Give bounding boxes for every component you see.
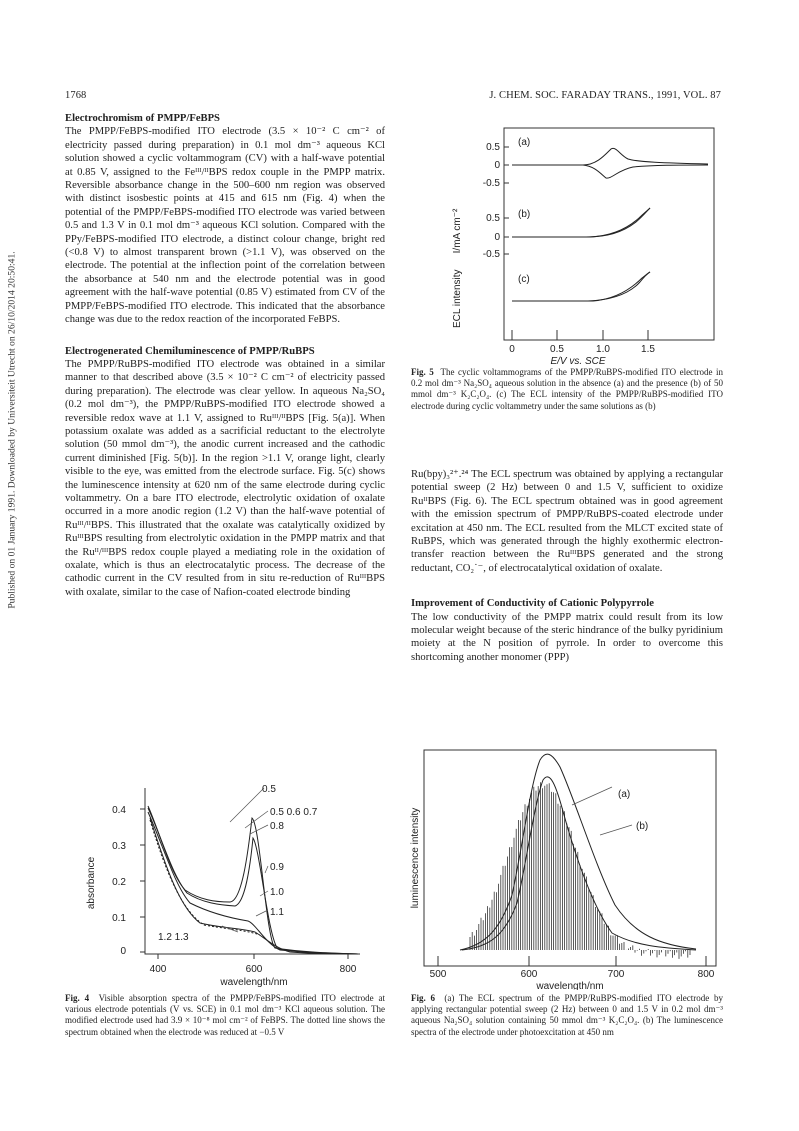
fig4-curve-label: 0.8 bbox=[270, 821, 284, 832]
fig4-caption-text: Visible absorption spectra of the PMPP/FeBPS-modified ITO electrode at various electrode potentials (V vs. SCE) in 0.1 mol dm⁻³ KCl aqueous solution. The modified electrode used had 3.9 × 10⁻⁸ mol cm⁻² of FeBPS. The dotted line shows the spectrum obtained when the electrode was reduced at −0.5 V bbox=[65, 993, 385, 1037]
left-column bbox=[65, 112, 385, 599]
fig4-curve-label: 0.9 bbox=[270, 862, 284, 873]
fig6-xtick: 500 bbox=[429, 969, 447, 980]
fig4-xtick: 800 bbox=[339, 964, 357, 975]
figure-4-absorption-spectra bbox=[70, 778, 390, 988]
fig5-ytick: 0 bbox=[494, 160, 500, 171]
fig4-curve-label: 1.2 1.3 bbox=[158, 932, 189, 943]
fig4-ylabel: absorbance bbox=[86, 856, 97, 910]
section-heading-conductivity: Improvement of Conductivity of Cationic Polypyrrole bbox=[411, 598, 654, 610]
fig4-axes bbox=[145, 788, 360, 954]
fig5-xtick: 0 bbox=[509, 344, 515, 355]
section-heading-ecl: Electrogenerated Chemiluminescence of PMPP/RuBPS bbox=[65, 345, 315, 357]
fig5-ytick: -0.5 bbox=[482, 178, 500, 189]
fig5-xtick: 1.5 bbox=[641, 344, 655, 355]
figure-5-cyclic-voltammograms bbox=[408, 106, 728, 366]
figure-5-caption bbox=[411, 367, 723, 412]
right-column-paragraph: Ru(bpy)₃²⁺.²⁴ The ECL spectrum was obtained by applying a rectangular potential sweep (2 Hz) between 0 and 1.5 V, sufficient to oxidize RuᴵᴵBPS (Fig. 6). The ECL spectrum obtained was in good agreement with the emission spectrum of PMPP/RuBPS-coated electrode under excitation at 450 nm. The ECL resulted from the MLCT excited state of RuBPS, which was generated through the highly exothermic electron-transfer reaction between the RuᴵᴵᴵBPS generated and the strong reductant, CO₂˙⁻, of electrocatalytical oxidation of oxalate. bbox=[411, 469, 723, 574]
fig6-xtick: 600 bbox=[520, 969, 538, 980]
fig6-xlabel: wavelength/nm bbox=[536, 981, 604, 990]
section-body-electrochromism: The PMPP/FeBPS-modified ITO electrode (3.5 × 10⁻² C cm⁻² of electricity passed during preparation) in 0.1 mol dm⁻³ aqueous KCl solution showed a cyclic voltammogram (CV) with a half-wave potential at 0.85 V, assigned to the Feᴵᴵᴵ/ᴵᴵBPS redox couple in the PMPP matrix. Reversible absorbance change in the 500–600 nm region was observed with distinct isosbestic points at 415 and 615 nm (Fig. 4) when the potential of the PMPP/FeBPS-modified ITO electrode was varied between 0.5 and 1.3 V in 0.1 mol dm⁻³ aqueous KCl solution. Compared with the PPy/FeBPS-modified ITO electrode, a distinct colour change, bright red (<0.8 V) to almost transparent brown (>1.1 V), was observed on the electrode. The potential at the inflection point of the correlation between the absorbance at 540 nm and the electrode potential was in good agreement with the half-wave potential (0.85 V) estimated from CV of the PMPP/FeBPS-modified ITO electrode. This indicated that the absorbance change was due to the redox reaction of the incorporated FeBPS. bbox=[65, 126, 385, 326]
fig6-curve-label-b: (b) bbox=[636, 821, 649, 832]
journal-header: J. CHEM. SOC. FARADAY TRANS., 1991, VOL. 87 bbox=[489, 90, 721, 101]
right-column bbox=[411, 468, 723, 664]
section-body-conductivity: The low conductivity of the PMPP matrix could result from its low molecular weight because of the steric hindrance of the bulky pyridinium moiety at the N position of pyrrole. In order to overcome this shortcoming another monomer (PPP) bbox=[411, 611, 723, 663]
figure-6-caption bbox=[411, 993, 723, 1038]
fig5-cv-curve-a-forward bbox=[512, 148, 708, 165]
fig4-curve-label: 1.0 bbox=[270, 887, 284, 898]
fig6-frame bbox=[424, 750, 716, 966]
section-body-ecl: The PMPP/RuBPS-modified ITO electrode was obtained in a similar manner to that described above (3.5 × 10⁻² C cm⁻² of electricity passed during preparation). The electrode was clear yellow. In aqueous Na₂SO₄ (0.2 mol dm⁻³), the PMPP/RuBPS-modified ITO electrode showed a reversible redox wave at 1.1 V, assigned to Ruᴵᴵᴵ/ᴵᴵBPS [Fig. 5(a)]. When potassium oxalate was added as a sacrificial reductant to the electrolyte solution (50 mmol dm⁻³), the anodic current increased and the cathodic current diminished [Fig. 5(b)]. In the region >1.1 V, orange light, clearly visible to the eye, was emitted from the electrode surface. Fig. 5(c) shows the luminescence intensity at 620 nm of the same electrode during cyclic voltammetry. On a bare ITO electrode, electrolytic oxidation of oxalate occurred in a more anodic region (1.2 V) than the half-wave potential of Ruᴵᴵᴵ/ᴵᴵBPS. This illustrated that the oxalate was catalytically oxidized by RuᴵᴵᴵBPS resulting from electrolytic oxidation in the PMPP matrix and that the Ruᴵᴵ/ᴵᴵᴵBPS redox couple played a mediating role in the oxidation of oxalate, which is thus an electrocatalytic process. The decrease of the cathodic current in the CV resulted from in situ re-reduction of RuᴵᴵᴵBPS with oxalate, similar to the case of Nafion-coated electrode binding bbox=[65, 358, 385, 598]
fig5-cv-curve-b-forward bbox=[512, 208, 650, 237]
fig4-curve-label: 1.1 bbox=[270, 907, 284, 918]
fig5-ecl-curve-c-forward bbox=[512, 272, 650, 301]
fig6-curve-b bbox=[462, 777, 696, 950]
fig5-xlabel: E/V vs. SCE bbox=[550, 356, 606, 366]
fig4-curve-label: 0.5 bbox=[262, 784, 276, 795]
fig6-curve-label-a: (a) bbox=[618, 789, 631, 800]
fig4-ytick: 0.1 bbox=[112, 913, 126, 924]
fig5-caption-label: Fig. 5 bbox=[411, 367, 434, 377]
fig5-xtick: 0.5 bbox=[550, 344, 564, 355]
fig6-ecl-spikes bbox=[470, 782, 690, 959]
fig4-ytick: 0.4 bbox=[112, 805, 126, 816]
fig6-ylabel: luminescence intensity bbox=[410, 807, 421, 909]
fig6-xtick: 700 bbox=[607, 969, 625, 980]
fig5-cv-curve-b-reverse bbox=[512, 208, 650, 237]
fig5-caption-text: The cyclic voltammograms of the PMPP/RuBPS-modified ITO electrode in 0.2 mol dm⁻³ Na₂SO₄ aqueous solution in the absence (a) and the presence (b) of 50 mmol dm⁻³ K₂C₂O₄. (c) The ECL intensity of the PMPP/RuBPS-modified ITO electrode during cyclic voltammetry under the same solutions as (b) bbox=[411, 367, 724, 411]
fig6-caption-label: Fig. 6 bbox=[411, 993, 435, 1003]
page-number: 1768 bbox=[65, 90, 87, 101]
fig5-ylabel-ecl: ECL intensity bbox=[452, 269, 463, 328]
fig4-caption-label: Fig. 4 bbox=[65, 993, 90, 1003]
fig4-ytick: 0 bbox=[120, 946, 126, 957]
fig4-spectrum-reduced-dotted bbox=[150, 820, 260, 935]
fig5-panel-label-a: (a) bbox=[518, 137, 531, 148]
fig4-ytick: 0.2 bbox=[112, 877, 126, 888]
fig4-ytick: 0.3 bbox=[112, 841, 126, 852]
fig4-curve-label: 0.5 0.6 0.7 bbox=[270, 807, 318, 818]
fig5-ytick: 0 bbox=[494, 232, 500, 243]
fig5-cv-curve-a-reverse bbox=[512, 165, 708, 178]
fig5-xtick: 1.0 bbox=[596, 344, 610, 355]
section-heading-electrochromism: Electrochromism of PMPP/FeBPS bbox=[65, 113, 220, 124]
fig6-caption-text: (a) The ECL spectrum of the PMPP/RuBPS-modified ITO electrode by applying rectangular potential sweep (2 Hz) between 0 and 1.5 V in 0.2 mol dm⁻³ aqueous Na₂SO₄ solution containing 50 mmol dm⁻³ K₂C₂O₄. (b) The luminescence spectra of the electrode under photoexcitation at 450 nm bbox=[411, 993, 723, 1037]
fig4-xtick: 600 bbox=[245, 964, 263, 975]
fig5-ylabel-current: I/mA cm⁻² bbox=[452, 208, 463, 254]
fig4-xtick: 400 bbox=[149, 964, 167, 975]
fig6-xtick: 800 bbox=[697, 969, 715, 980]
fig5-panel-label-b: (b) bbox=[518, 209, 531, 220]
fig4-xlabel: wavelength/nm bbox=[220, 977, 288, 988]
fig5-ytick: 0.5 bbox=[486, 142, 500, 153]
download-watermark: Published on 01 January 1991. Downloaded by Universiteit Utrecht on 26/10/2014 20:50:41. bbox=[6, 251, 18, 609]
fig5-panel-label-c: (c) bbox=[518, 274, 530, 285]
figure-6-ecl-spectrum bbox=[400, 745, 730, 990]
fig5-ytick: -0.5 bbox=[482, 249, 500, 260]
fig5-ecl-curve-c-reverse bbox=[512, 272, 650, 301]
figure-4-caption bbox=[65, 993, 385, 1038]
fig5-ytick: 0.5 bbox=[486, 213, 500, 224]
